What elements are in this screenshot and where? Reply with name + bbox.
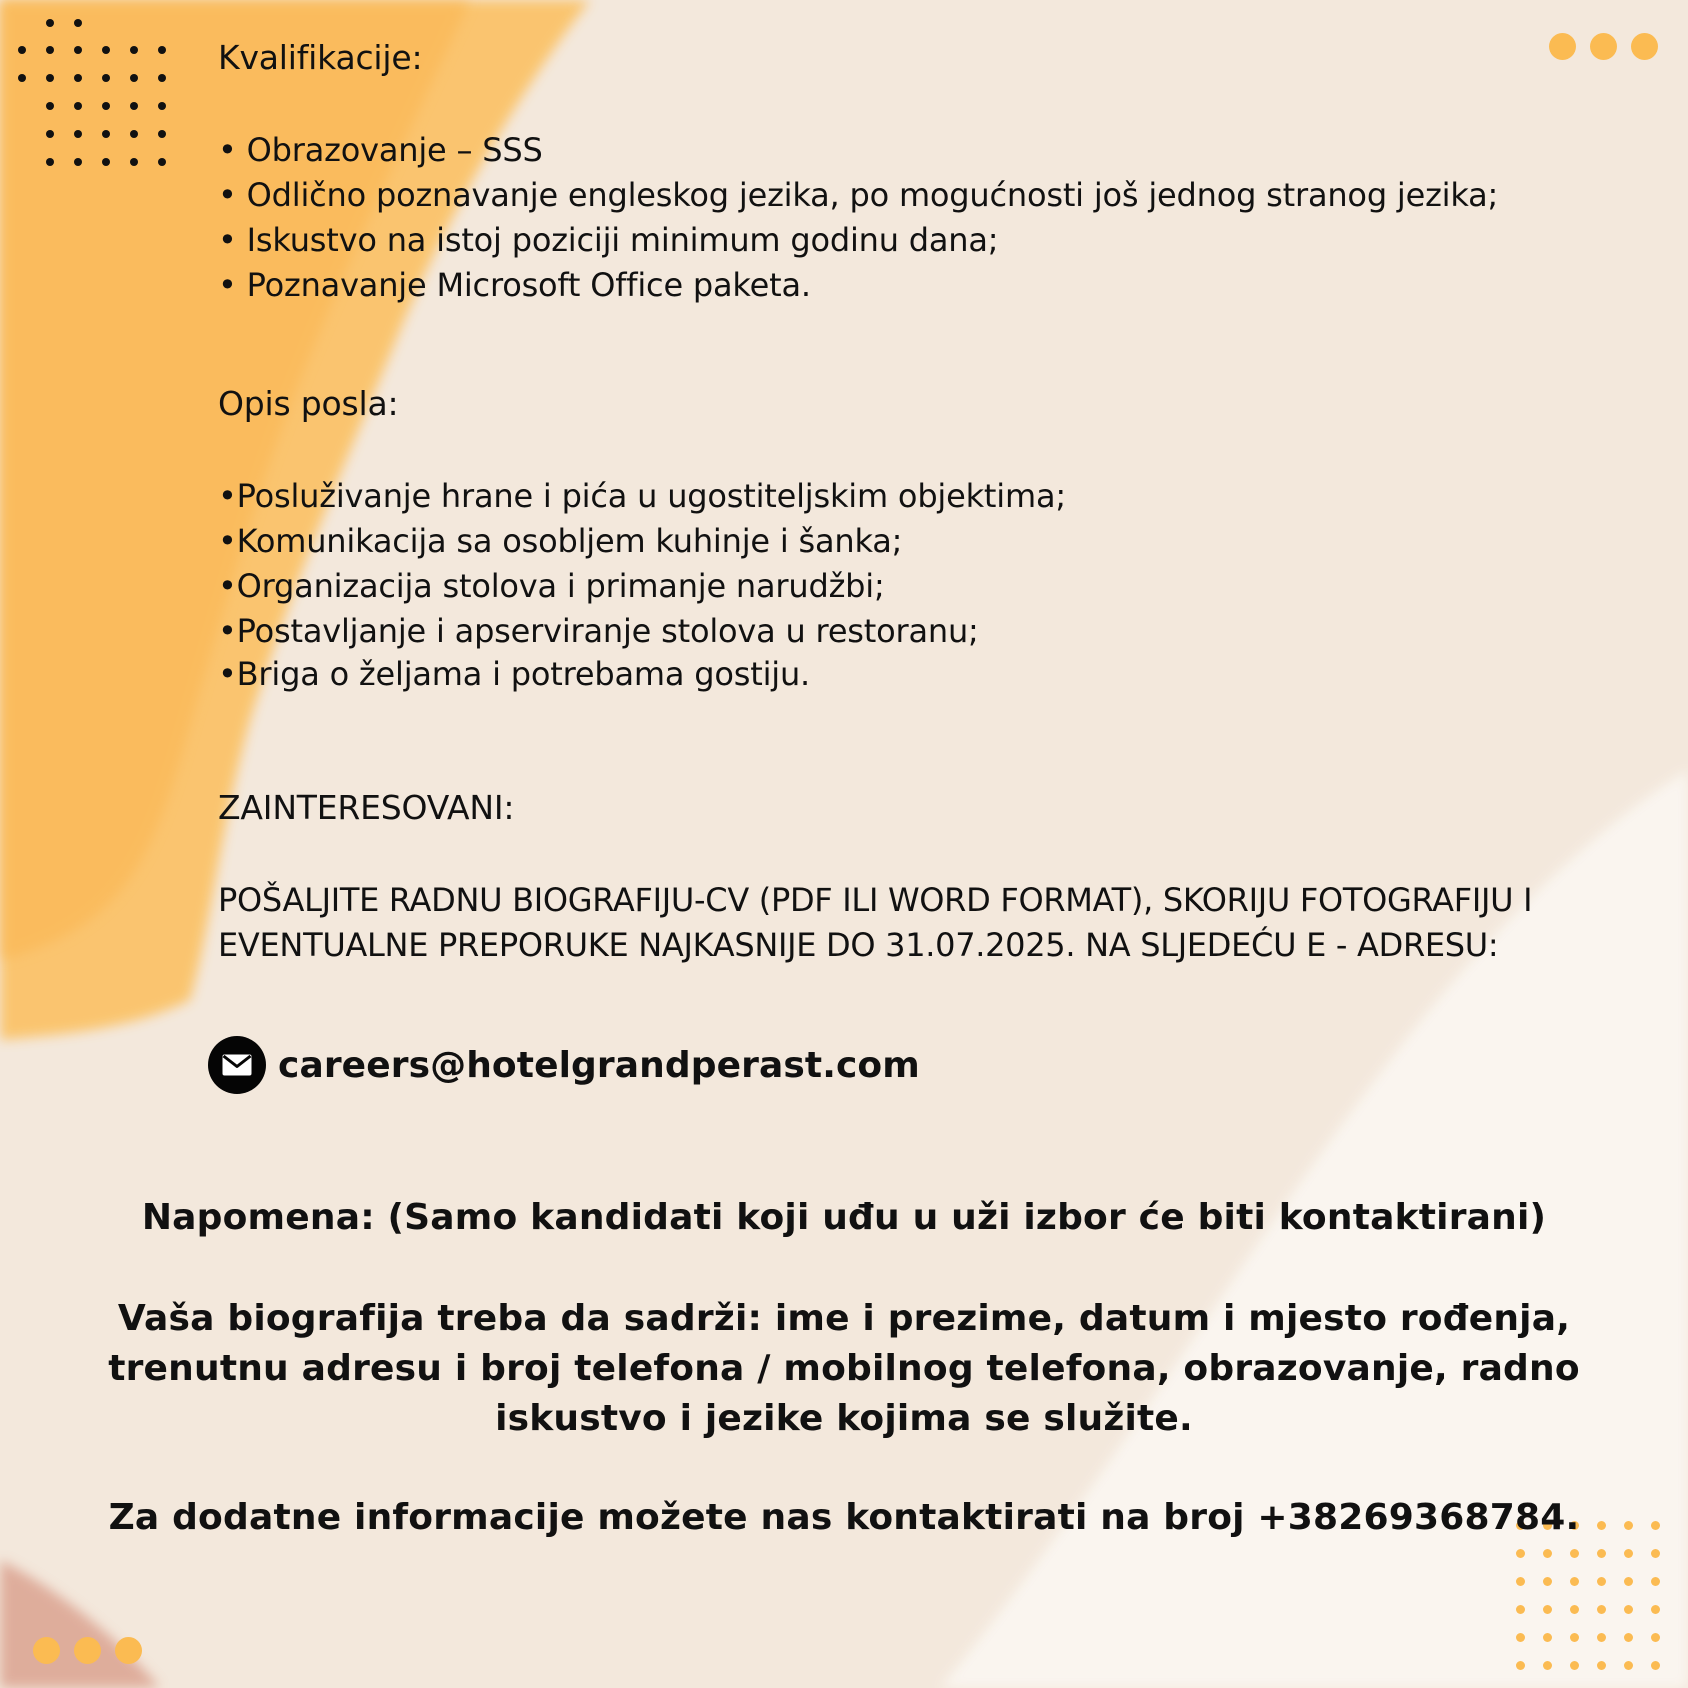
decorative-dot [46,102,54,110]
decorative-dot [1516,1577,1525,1586]
decorative-dot [130,130,138,138]
decorative-dot [46,158,54,166]
decorative-dot [1516,1549,1525,1558]
decorative-dot [1624,1661,1633,1670]
decorative-dot [1597,1605,1606,1614]
decorative-dot [18,74,26,82]
decorative-dot [1570,1633,1579,1642]
decorative-dot [130,46,138,54]
list-item: • Obrazovanje – SSS [218,131,543,169]
interested-heading: ZAINTERESOVANI: [218,788,515,827]
decorative-dot [18,46,26,54]
decorative-dot [74,19,82,27]
decorative-dot [1543,1605,1552,1614]
application-instructions: POŠALJITE RADNU BIOGRAFIJU-CV (PDF ILI WORD FORMAT), SKORIJU FOTOGRAFIJU I EVENTUALNE PREPORUKE NAJKASNIJE DO 31.07.2025. NA SLJEDEĆU E - ADRESU: [218,881,1533,964]
decorative-dot [46,130,54,138]
decorative-dot [130,74,138,82]
decorative-dot [1543,1549,1552,1558]
list-item: • Odlično poznavanje engleskog jezika, po mogućnosti još jednog stranog jezika; [218,176,1499,214]
decorative-dot [1624,1605,1633,1614]
decorative-dot [46,74,54,82]
decorative-dot [158,102,166,110]
decorative-dot [1651,1549,1660,1558]
list-item: • Poznavanje Microsoft Office paketa. [218,266,811,304]
decorative-dot [158,74,166,82]
decorative-dot [102,74,110,82]
list-item: •Organizacija stolova i primanje narudžbi; [218,567,885,605]
decorative-dot [102,158,110,166]
decorative-dot [74,158,82,166]
decorative-dot [1597,1633,1606,1642]
phone-info: Za dodatne informacije možete nas kontaktirati na broj +38269368784. [108,1497,1580,1538]
decorative-dot [1543,1633,1552,1642]
decorative-dot [1651,1521,1660,1530]
decorative-dot [130,102,138,110]
decorative-dot [1516,1605,1525,1614]
decorative-dot [74,1637,101,1664]
decorative-dot [102,130,110,138]
decorative-dot [158,158,166,166]
decorative-dot [1651,1633,1660,1642]
decorative-dot [74,130,82,138]
list-item: •Komunikacija sa osobljem kuhinje i šanka; [218,522,903,560]
list-item: •Posluživanje hrane i pića u ugostiteljskim objektima; [218,477,1066,515]
cv-requirements: Vaša biografija treba da sadrži: ime i prezime, datum i mjesto rođenja, trenutnu adresu i broj telefona / mobilnog telefona, obrazovanje, radno iskustvo i jezike kojima se služite. [108,1298,1580,1439]
decorative-dot [1624,1549,1633,1558]
decorative-dot [115,1637,142,1664]
job-description-list [218,474,1066,694]
qualifications-heading: Kvalifikacije: [218,38,423,77]
list-item: •Postavljanje i apserviranje stolova u restoranu; [218,612,979,650]
decorative-dot [1624,1633,1633,1642]
email-address[interactable]: careers@hotelgrandperast.com [278,1044,920,1086]
decorative-dot [74,46,82,54]
decorative-dot [130,158,138,166]
decorative-dot [46,46,54,54]
decorative-dot [102,102,110,110]
shortlist-note: Napomena: (Samo kandidati koji uđu u uži izbor će biti kontaktirani) [141,1197,1547,1238]
decorative-dot [1651,1661,1660,1670]
decorative-dot [1570,1577,1579,1586]
qualifications-list [218,128,1498,308]
decorative-dot [46,19,54,27]
decorative-dot [1570,1605,1579,1614]
decorative-dot [1651,1577,1660,1586]
decorative-dot [158,130,166,138]
decorative-dot [1597,1661,1606,1670]
email-contact [208,1036,920,1094]
decorative-dot [158,46,166,54]
decorative-dot [1516,1633,1525,1642]
list-item: •Briga o željama i potrebama gostiju. [218,655,811,693]
list-item: • Iskustvo na istoj poziciji minimum godinu dana; [218,221,999,259]
decorative-dot [1543,1577,1552,1586]
decorative-dot [74,102,82,110]
decorative-dot [1590,33,1617,60]
job-description-heading: Opis posla: [218,384,399,423]
decorative-dot [1549,33,1576,60]
decorative-dot [1597,1549,1606,1558]
decorative-dot [1597,1577,1606,1586]
envelope-icon [208,1036,266,1094]
decorative-dot [1631,33,1658,60]
decorative-dot [1516,1661,1525,1670]
decorative-dot [1651,1605,1660,1614]
decorative-dot [74,74,82,82]
decorative-dot [33,1637,60,1664]
decorative-dot [1570,1549,1579,1558]
decorative-dot [1624,1577,1633,1586]
decorative-dot [1543,1661,1552,1670]
decorative-dot [102,46,110,54]
decorative-dot [1570,1661,1579,1670]
